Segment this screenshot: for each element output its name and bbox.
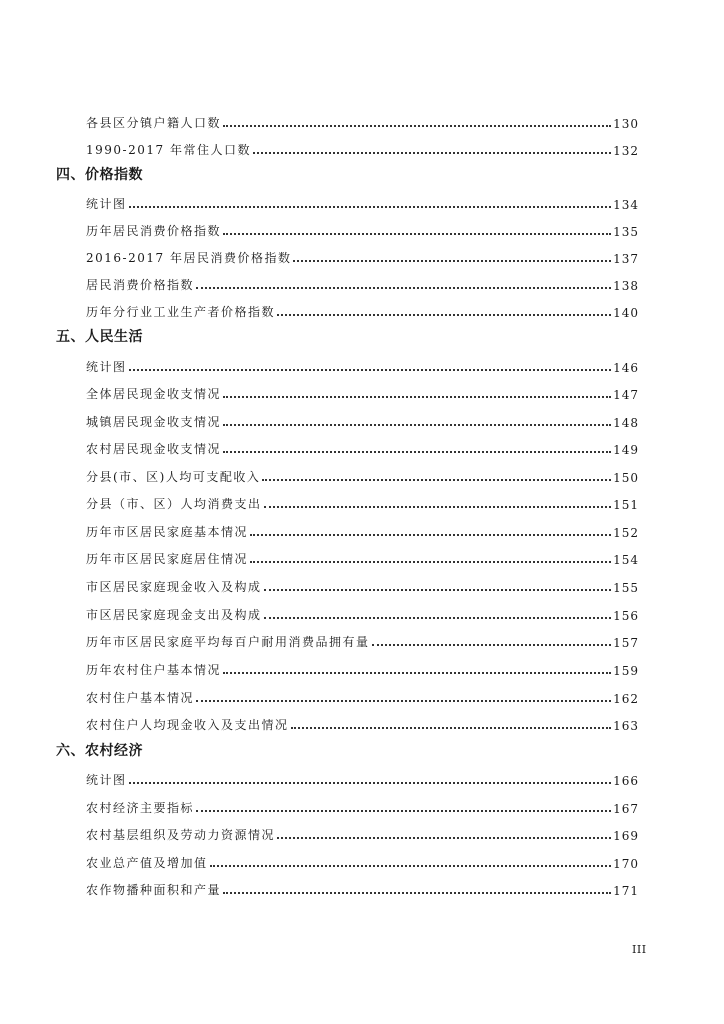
dot-leader <box>223 451 611 453</box>
toc-entry-page-number: 156 <box>613 609 639 623</box>
toc-entry-title: 农村居民现金收支情况 <box>86 442 222 456</box>
toc-entry-page-number: 148 <box>613 416 639 430</box>
toc-entry-page-number: 157 <box>613 636 639 650</box>
toc-entry-title: 统计图 <box>86 197 127 211</box>
toc-entry[interactable] <box>86 713 639 733</box>
toc-entry-title: 历年居民消费价格指数 <box>86 224 222 238</box>
toc-entry-title: 各县区分镇户籍人口数 <box>86 116 222 130</box>
toc-entry-title: 农作物播种面积和产量 <box>86 883 222 897</box>
toc-entry[interactable] <box>86 823 639 843</box>
toc-entry-page-number: 146 <box>613 361 639 375</box>
dot-leader <box>264 617 612 619</box>
dot-leader <box>277 837 611 839</box>
toc-entry-title: 历年农村住户基本情况 <box>86 663 222 677</box>
toc-entry[interactable] <box>86 300 639 320</box>
toc-entry-page-number: 159 <box>613 664 639 678</box>
toc-entry-title: 农村经济主要指标 <box>86 801 195 815</box>
toc-entry-page-number: 130 <box>613 117 639 131</box>
dot-leader <box>250 534 611 536</box>
dot-leader <box>223 396 611 398</box>
toc-entry[interactable] <box>86 492 639 512</box>
toc-entry[interactable] <box>86 410 639 430</box>
toc-entry-title: 农村基层组织及劳动力资源情况 <box>86 828 276 842</box>
toc-entry-title: 市区居民家庭现金收入及构成 <box>86 580 262 594</box>
toc-entry[interactable] <box>86 273 639 293</box>
toc-entry-page-number: 152 <box>613 526 639 540</box>
toc-entry-title: 分县（市、区）人均消费支出 <box>86 497 262 511</box>
toc-entry-title: 全体居民现金收支情况 <box>86 387 222 401</box>
toc-entry-title: 居民消费价格指数 <box>86 278 195 292</box>
toc-entry[interactable] <box>86 630 639 650</box>
section-heading: 四、价格指数 <box>56 167 143 183</box>
toc-entry[interactable] <box>86 382 639 402</box>
toc-entry-page-number: 169 <box>613 829 639 843</box>
toc-entry-page-number: 167 <box>613 802 639 816</box>
dot-leader <box>196 700 611 702</box>
toc-entry[interactable] <box>86 878 639 898</box>
dot-leader <box>253 152 611 154</box>
toc-entry-page-number: 154 <box>613 553 639 567</box>
toc-entry-page-number: 170 <box>613 857 639 871</box>
dot-leader <box>196 810 611 812</box>
toc-entry[interactable] <box>86 768 639 788</box>
section-heading: 六、农村经济 <box>56 743 143 759</box>
toc-entry[interactable] <box>86 575 639 595</box>
toc-entry[interactable] <box>86 547 639 567</box>
dot-leader <box>223 672 611 674</box>
dot-leader <box>223 892 611 894</box>
toc-entry-title: 2016-2017 年居民消费价格指数 <box>86 251 292 265</box>
dot-leader <box>210 865 612 867</box>
toc-entry-page-number: 155 <box>613 581 639 595</box>
dot-leader <box>250 561 611 563</box>
toc-entry[interactable] <box>86 138 639 158</box>
dot-leader <box>129 369 612 371</box>
toc-entry-page-number: 162 <box>613 692 639 706</box>
toc-entry-page-number: 149 <box>613 443 639 457</box>
toc-entry-page-number: 150 <box>613 471 639 485</box>
dot-leader <box>196 287 611 289</box>
page-folio: III <box>632 943 647 956</box>
toc-entry-title: 农业总产值及增加值 <box>86 856 208 870</box>
toc-entry-page-number: 135 <box>613 225 639 239</box>
toc-entry-title: 历年市区居民家庭基本情况 <box>86 525 249 539</box>
toc-entry-title: 统计图 <box>86 360 127 374</box>
toc-entry-page-number: 137 <box>613 252 639 266</box>
dot-leader <box>264 506 612 508</box>
toc-entry[interactable] <box>86 851 639 871</box>
toc-entry[interactable] <box>86 111 639 131</box>
toc-entry[interactable] <box>86 465 639 485</box>
toc-entry-title: 农村住户人均现金收入及支出情况 <box>86 718 289 732</box>
dot-leader <box>129 206 612 208</box>
toc-entry[interactable] <box>86 355 639 375</box>
toc-entry-title: 城镇居民现金收支情况 <box>86 415 222 429</box>
toc-entry-page-number: 151 <box>613 498 639 512</box>
dot-leader <box>129 782 612 784</box>
toc-entry-page-number: 140 <box>613 306 639 320</box>
toc-entry-title: 历年市区居民家庭平均每百户耐用消费品拥有量 <box>86 635 370 649</box>
section-heading: 五、人民生活 <box>56 329 143 345</box>
dot-leader <box>223 125 611 127</box>
dot-leader <box>372 644 612 646</box>
toc-entry-page-number: 132 <box>613 144 639 158</box>
toc-entry[interactable] <box>86 192 639 212</box>
toc-entry-title: 农村住户基本情况 <box>86 691 195 705</box>
toc-entry-page-number: 166 <box>613 774 639 788</box>
toc-entry-page-number: 171 <box>613 884 639 898</box>
dot-leader <box>223 424 611 426</box>
toc-entry-title: 历年分行业工业生产者价格指数 <box>86 305 276 319</box>
toc-entry-title: 市区居民家庭现金支出及构成 <box>86 608 262 622</box>
toc-entry[interactable] <box>86 686 639 706</box>
toc-entry[interactable] <box>86 219 639 239</box>
toc-entry[interactable] <box>86 520 639 540</box>
toc-entry-page-number: 147 <box>613 388 639 402</box>
dot-leader <box>291 727 612 729</box>
toc-entry[interactable] <box>86 246 639 266</box>
dot-leader <box>264 589 612 591</box>
toc-entry-title: 历年市区居民家庭居住情况 <box>86 552 249 566</box>
toc-entry-page-number: 134 <box>613 198 639 212</box>
toc-entry-title: 分县(市、区)人均可支配收入 <box>86 470 261 484</box>
toc-entry[interactable] <box>86 437 639 457</box>
toc-entry[interactable] <box>86 658 639 678</box>
toc-entry[interactable] <box>86 603 639 623</box>
toc-entry-page-number: 163 <box>613 719 639 733</box>
dot-leader <box>277 314 611 316</box>
dot-leader <box>262 479 611 481</box>
toc-entry-page-number: 138 <box>613 279 639 293</box>
toc-entry[interactable] <box>86 796 639 816</box>
toc-entry-title: 1990-2017 年常住人口数 <box>86 143 251 157</box>
dot-leader <box>293 260 611 262</box>
dot-leader <box>223 233 611 235</box>
toc-entry-title: 统计图 <box>86 773 127 787</box>
